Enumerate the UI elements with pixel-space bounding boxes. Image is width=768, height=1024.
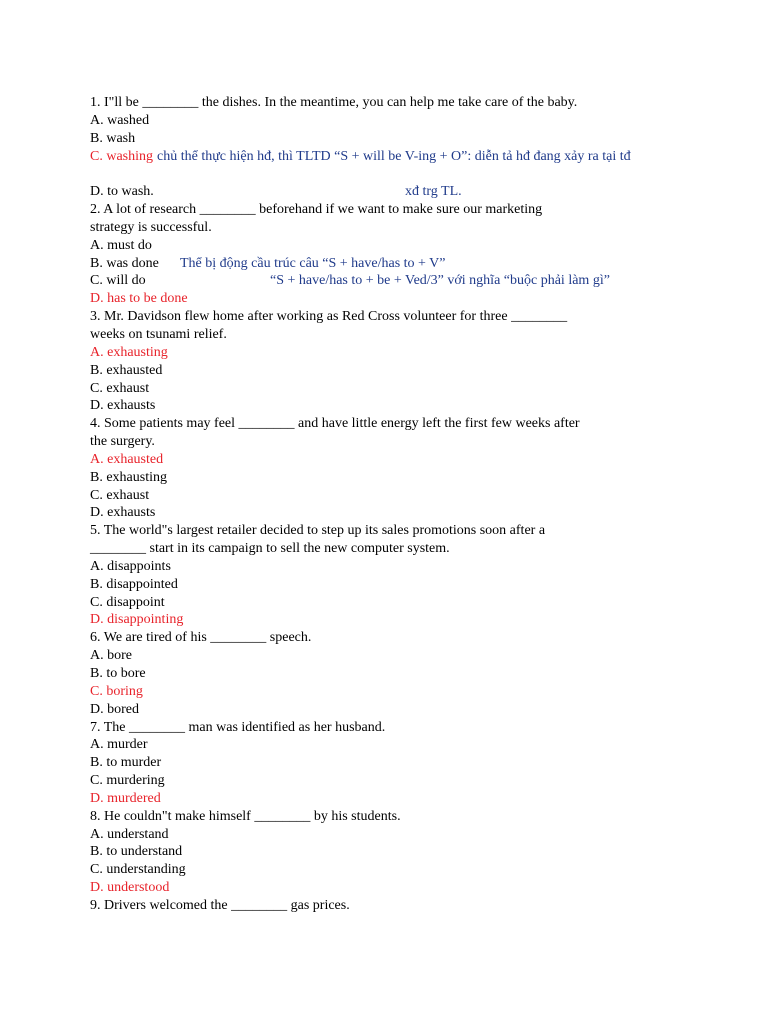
question-5-stem: 5. The world"s largest retailer decided to step up its sales promotions soon after a xyxy=(90,523,546,539)
question-1-stem: 1. I"ll be ________ the dishes. In the meantime, you can help me take care of the baby. xyxy=(90,95,578,110)
question-4-stem-continued: the surgery. xyxy=(90,434,155,450)
question-5-option-c: C. disappoint xyxy=(90,594,165,610)
question-4-stem: 4. Some patients may feel ________ and have little energy left the first few weeks after xyxy=(90,416,580,432)
question-5-option-d: D. disappointing xyxy=(90,612,184,628)
question-4-option-a: A. exhausted xyxy=(90,451,164,467)
question-3-option-a: A. exhausting xyxy=(90,344,168,360)
question-2-option-c-note: “S + have/has to + be + Ved/3” với nghĩa “buộc phải làm gì” xyxy=(270,273,610,289)
question-2-option-c-line xyxy=(90,272,768,290)
question-1-option-d-line xyxy=(90,183,768,201)
question-7-option-a: A. murder xyxy=(90,737,148,753)
question-3-stem-continued: weeks on tsunami relief. xyxy=(90,326,227,342)
question-7-stem: 7. The ________ man was identified as her husband. xyxy=(90,719,386,735)
question-8-option-b: B. to understand xyxy=(90,844,183,860)
question-8-option-d: D. understood xyxy=(90,880,170,896)
question-2 xyxy=(90,201,768,308)
question-3-option-d: D. exhausts xyxy=(90,398,156,414)
question-4-option-c: C. exhaust xyxy=(90,487,150,503)
question-5-option-b: B. disappointed xyxy=(90,576,178,592)
question-7-option-b: B. to murder xyxy=(90,755,162,771)
question-2-stem-continued: strategy is successful. xyxy=(90,219,212,235)
question-7-option-c: C. murdering xyxy=(90,773,165,789)
question-1-option-a: A. washed xyxy=(90,112,150,128)
question-5-option-a: A. disappoints xyxy=(90,558,171,574)
question-1-option-d-note: xđ trg TL. xyxy=(405,184,462,200)
question-6-option-c: C. boring xyxy=(90,683,143,699)
question-3-option-b: B. exhausted xyxy=(90,362,163,378)
question-8-stem: 8. He couldn"t make himself ________ by his students. xyxy=(90,808,401,824)
question-9 xyxy=(90,897,768,915)
question-3 xyxy=(90,308,768,415)
question-9-stem: 9. Drivers welcomed the ________ gas prices. xyxy=(90,897,350,913)
question-4 xyxy=(90,415,768,522)
question-5-stem-continued: ________ start in its campaign to sell the new computer system. xyxy=(90,541,450,557)
question-2-option-d: D. has to be done xyxy=(90,291,188,307)
question-1 xyxy=(90,94,768,201)
question-7-option-d: D. murdered xyxy=(90,790,161,806)
question-6-option-b: B. to bore xyxy=(90,666,146,681)
question-4-option-b: B. exhausting xyxy=(90,469,167,485)
question-2-option-b: B. was done xyxy=(90,255,159,271)
question-2-option-b-line xyxy=(90,255,768,273)
question-2-option-a: A. must do xyxy=(90,237,152,253)
question-6-stem: 6. We are tired of his ________ speech. xyxy=(90,630,312,646)
question-1-option-c-note: chủ thể thực hiện hđ, thì TLTD “S + will be V-ing + O”: diễn tả hđ đang xảy ra tại tđ xyxy=(157,148,631,164)
question-1-option-c-line xyxy=(90,148,768,166)
question-3-option-c: C. exhaust xyxy=(90,380,150,396)
question-1-option-d: D. to wash. xyxy=(90,184,154,200)
question-2-stem: 2. A lot of research ________ beforehand if we want to make sure our marketing xyxy=(90,202,543,218)
question-1-option-b: B. wash xyxy=(90,130,136,146)
question-3-stem: 3. Mr. Davidson flew home after working as Red Cross volunteer for three ________ xyxy=(90,309,568,325)
question-8-option-a: A. understand xyxy=(90,826,169,842)
question-6-option-d: D. bored xyxy=(90,701,139,717)
question-6 xyxy=(90,629,768,718)
blank-line xyxy=(90,165,768,183)
question-7 xyxy=(90,719,768,808)
question-2-option-c: C. will do xyxy=(90,273,146,289)
question-8 xyxy=(90,808,768,897)
question-6-option-a: A. bore xyxy=(90,648,132,664)
question-4-option-d: D. exhausts xyxy=(90,505,156,521)
question-1-option-c: C. washing xyxy=(90,148,153,164)
question-8-option-c: C. understanding xyxy=(90,862,186,878)
question-5 xyxy=(90,522,768,629)
question-2-option-b-note: Thể bị động cầu trúc câu “S + have/has to + V” xyxy=(180,255,446,271)
